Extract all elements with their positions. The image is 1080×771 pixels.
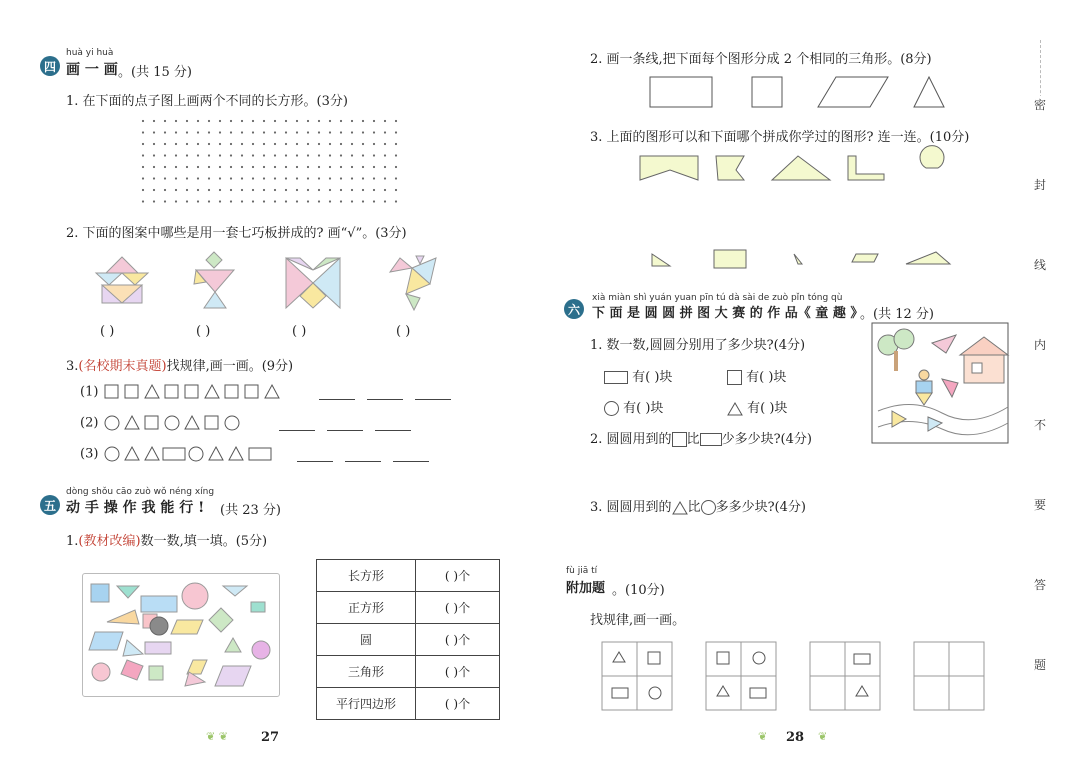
count-triangle: 有( )块 [727,397,787,416]
grid-dot[interactable] [373,189,375,191]
grid-dot[interactable] [384,131,386,133]
grid-dot[interactable] [362,166,364,168]
table-row [317,624,500,656]
grid-dot[interactable] [362,177,364,179]
grid-dot[interactable] [373,120,375,122]
grid-dot[interactable] [373,131,375,133]
seal-line-char: 要 [1034,496,1048,576]
seal-line-char: 线 [1034,256,1048,336]
grid-dot[interactable] [340,131,342,133]
pattern-blank[interactable] [319,389,355,400]
grid-dot[interactable] [263,166,265,168]
pattern-shapes-2 [103,415,263,431]
grid-dot[interactable] [219,200,221,202]
grid-dot[interactable] [274,131,276,133]
count-cell[interactable]: ( )个 [416,624,500,656]
answer-blank-4[interactable]: ( ) [396,324,411,339]
grid-dot[interactable] [142,143,144,145]
grid-dot[interactable] [296,200,298,202]
tangram-letter-m [286,258,340,308]
grid-dot[interactable] [373,200,375,202]
grid-dot[interactable] [197,120,199,122]
seal-line-text [1034,96,1048,736]
grid-dot[interactable] [153,166,155,168]
grid-dot[interactable] [395,154,397,156]
grid-dot[interactable] [230,154,232,156]
answer-blank-1[interactable]: ( ) [100,324,115,339]
grid-dot[interactable] [208,200,210,202]
grid-dot[interactable] [164,200,166,202]
grid-dot[interactable] [175,120,177,122]
grid-dot[interactable] [142,154,144,156]
grid-dot[interactable] [318,177,320,179]
grid-dot[interactable] [307,131,309,133]
grid-dot[interactable] [296,154,298,156]
grid-dot[interactable] [219,189,221,191]
count-table [316,559,500,720]
grid-dot[interactable] [263,154,265,156]
count-cell[interactable]: ( )个 [416,688,500,720]
grid-dot[interactable] [219,120,221,122]
grid-dot[interactable] [153,120,155,122]
grid-dot[interactable] [285,166,287,168]
grid-dot[interactable] [142,120,144,122]
circle-icon [701,500,716,515]
grid-dot[interactable] [197,131,199,133]
grid-dot[interactable] [219,166,221,168]
s6-question-3: 3. 圆圆用到的 比 多多少块?(4分) [590,500,806,515]
grid-dot[interactable] [340,120,342,122]
grid-dot[interactable] [395,200,397,202]
grid-dot[interactable] [285,200,287,202]
grid-dot[interactable] [285,131,287,133]
grid-dot[interactable] [208,166,210,168]
grid-dot[interactable] [263,131,265,133]
grid-dot[interactable] [340,143,342,145]
question-1-text: 1. 在下面的点子图上画两个不同的长方形。(3分) [66,94,348,109]
grid-dot[interactable] [164,166,166,168]
grid-dot[interactable] [241,143,243,145]
grid-dot[interactable] [318,200,320,202]
grid-dot[interactable] [142,200,144,202]
seal-line-char: 答 [1034,576,1048,656]
pattern-shapes-1 [103,384,303,400]
grid-dot[interactable] [197,154,199,156]
grid-dot[interactable] [208,189,210,191]
section5-title: 动 手 操 作 我 能 行 ! [66,500,205,516]
leaf-decoration: ❦ [758,730,768,743]
grid-dot[interactable] [252,166,254,168]
grid-dot[interactable] [329,120,331,122]
grid-dot[interactable] [197,200,199,202]
section4-pinyin: huà yi huà [66,48,114,58]
grid-dot[interactable] [329,200,331,202]
question-3-tag: (名校期末真题) [78,359,167,374]
grid-dot[interactable] [362,120,364,122]
bonus-text: 找规律,画一画。 [590,613,686,628]
table-row [317,560,500,592]
grid-dot[interactable] [197,189,199,191]
grid-dot[interactable] [395,177,397,179]
pattern-blank[interactable] [327,420,363,431]
grid-dot[interactable] [186,120,188,122]
grid-dot[interactable] [340,189,342,191]
seal-line-char: 密 [1034,96,1048,176]
section6-pinyin: xià miàn shì yuán yuan pīn tú dà sài de zuò pǐn tóng qù [592,293,843,303]
grid-dot[interactable] [307,200,309,202]
grid-dot[interactable] [142,177,144,179]
count-square: 有( )块 [727,366,786,385]
shape-name-cell: 平行四边形 [317,688,416,720]
grid-dot[interactable] [186,166,188,168]
section6-title: 下 面 是 圆 圆 拼 图 大 赛 的 作 品《 童 趣 》 [592,306,864,321]
grid-dot[interactable] [197,177,199,179]
grid-dot[interactable] [208,120,210,122]
grid-dot[interactable] [329,189,331,191]
grid-dot[interactable] [164,154,166,156]
grid-dot[interactable] [230,166,232,168]
bonus-pattern-grids [600,640,990,712]
grid-dot[interactable] [241,120,243,122]
grid-dot[interactable] [252,200,254,202]
section4-badge: 四 [40,56,60,76]
grid-dot[interactable] [208,143,210,145]
grid-dot[interactable] [208,154,210,156]
grid-dot[interactable] [285,154,287,156]
grid-dot[interactable] [351,154,353,156]
leaf-decoration: ❦ ❦ [206,730,228,743]
grid-dot[interactable] [395,189,397,191]
grid-dot[interactable] [362,200,364,202]
grid-dot[interactable] [164,120,166,122]
grid-dot[interactable] [318,131,320,133]
grid-dot[interactable] [197,143,199,145]
grid-dot[interactable] [329,154,331,156]
grid-dot[interactable] [351,189,353,191]
grid-dot[interactable] [395,166,397,168]
rectangle-icon [700,433,722,446]
grid-dot[interactable] [252,154,254,156]
grid-dot[interactable] [274,120,276,122]
pattern-blank[interactable] [393,451,429,462]
tangram-house [96,255,148,307]
grid-dot[interactable] [384,177,386,179]
grid-dot[interactable] [175,154,177,156]
triangle-icon [672,501,688,515]
grid-dot[interactable] [318,120,320,122]
grid-dot[interactable] [153,200,155,202]
tangram-person [194,252,236,310]
square-icon [727,370,742,385]
shapes-picture [82,573,280,697]
grid-dot[interactable] [153,189,155,191]
rectangle-icon [604,371,628,384]
grid-dot[interactable] [307,120,309,122]
grid-dot[interactable] [307,189,309,191]
section4-title: 画 一 画 [66,62,118,78]
grid-dot[interactable] [274,177,276,179]
grid-dot[interactable] [274,189,276,191]
grid-dot[interactable] [395,120,397,122]
grid-dot[interactable] [307,166,309,168]
section6-score: 。(共 12 分) [860,307,934,322]
grid-dot[interactable] [351,166,353,168]
answer-blank-3[interactable]: ( ) [292,324,307,339]
grid-dot[interactable] [241,131,243,133]
pattern-blank[interactable] [375,420,411,431]
upper-pieces [640,154,944,184]
grid-dot[interactable] [384,143,386,145]
tangram-bird [386,254,440,312]
grid-dot[interactable] [362,131,364,133]
grid-dot[interactable] [373,177,375,179]
seal-line-char: 封 [1034,176,1048,256]
grid-dot[interactable] [362,143,364,145]
pattern-shapes-3 [103,446,281,462]
grid-dot[interactable] [329,166,331,168]
section6-badge: 六 [564,299,584,319]
grid-dot[interactable] [219,177,221,179]
grid-dot[interactable] [186,200,188,202]
s6-question-2: 2. 圆圆用到的 比 少多少块?(4分) [590,432,812,447]
count-cell[interactable]: ( )个 [416,560,500,592]
grid-dot[interactable] [186,154,188,156]
grid-dot[interactable] [142,189,144,191]
grid-dot[interactable] [241,200,243,202]
grid-dot[interactable] [274,154,276,156]
grid-dot[interactable] [351,120,353,122]
pattern-blank[interactable] [297,451,333,462]
shape-name-cell: 长方形 [317,560,416,592]
grid-dot[interactable] [362,189,364,191]
grid-dot[interactable] [153,131,155,133]
section5-pinyin: dòng shǒu cāo zuò wǒ néng xíng [66,487,215,497]
grid-dot[interactable] [175,131,177,133]
grid-dot[interactable] [340,166,342,168]
grid-dot[interactable] [230,131,232,133]
grid-dot[interactable] [263,189,265,191]
grid-dot[interactable] [252,131,254,133]
grid-dot[interactable] [175,189,177,191]
grid-dot[interactable] [307,177,309,179]
grid-dot[interactable] [285,143,287,145]
grid-dot[interactable] [241,189,243,191]
pattern-blank[interactable] [345,451,381,462]
question-2-text: 2. 下面的图案中哪些是用一套七巧板拼成的? 画“√”。(3分) [66,226,407,241]
grid-dot[interactable] [252,143,254,145]
grid-dot[interactable] [263,143,265,145]
section5-score: (共 23 分) [220,503,281,518]
count-rectangle: 有( )块 [604,366,672,385]
s6-question-1: 1. 数一数,圆圆分别用了多少块?(4分) [590,338,806,353]
answer-blank-2[interactable]: ( ) [196,324,211,339]
grid-dot[interactable] [252,177,254,179]
page-number-right: 28 [786,730,805,745]
grid-dot[interactable] [296,120,298,122]
grid-dot[interactable] [384,120,386,122]
table-row [317,688,500,720]
grid-dot[interactable] [318,166,320,168]
grid-dot[interactable] [263,120,265,122]
grid-dot[interactable] [296,177,298,179]
table-row [317,592,500,624]
bonus-title: 附加题 [566,581,606,596]
question-3: 3.(名校期末真题)找规律,画一画。(9分) [66,359,294,374]
grid-dot[interactable] [285,177,287,179]
grid-dot[interactable] [296,131,298,133]
grid-dot[interactable] [373,143,375,145]
grid-dot[interactable] [362,154,364,156]
circle-icon [604,401,619,416]
grid-dot[interactable] [395,131,397,133]
count-cell[interactable]: ( )个 [416,656,500,688]
grid-dot[interactable] [241,177,243,179]
square-icon [672,432,687,447]
grid-dot[interactable] [285,120,287,122]
grid-dot[interactable] [230,200,232,202]
grid-dot[interactable] [373,154,375,156]
grid-dot[interactable] [307,143,309,145]
count-cell[interactable]: ( )个 [416,592,500,624]
grid-dot[interactable] [384,189,386,191]
grid-dot[interactable] [219,143,221,145]
r-question-3: 3. 上面的图形可以和下面哪个拼成你学过的图形? 连一连。(10分) [590,130,970,145]
grid-dot[interactable] [175,143,177,145]
grid-dot[interactable] [329,143,331,145]
grid-dot[interactable] [230,177,232,179]
grid-dot[interactable] [153,143,155,145]
pattern-blank[interactable] [279,420,315,431]
grid-dot[interactable] [186,189,188,191]
seal-line-char: 不 [1034,416,1048,496]
grid-dot[interactable] [186,131,188,133]
grid-dot[interactable] [230,189,232,191]
grid-dot[interactable] [373,166,375,168]
seal-line-char: 内 [1034,336,1048,416]
grid-dot[interactable] [175,177,177,179]
grid-dot[interactable] [153,177,155,179]
grid-dot[interactable] [340,154,342,156]
grid-dot[interactable] [241,166,243,168]
shape-name-cell: 三角形 [317,656,416,688]
grid-dot[interactable] [307,154,309,156]
grid-dot[interactable] [252,120,254,122]
grid-dot[interactable] [274,200,276,202]
s5-question-1: 1.(教材改编)数一数,填一填。(5分) [66,534,268,549]
grid-dot[interactable] [351,177,353,179]
dot-grid[interactable] [140,118,410,208]
grid-dot[interactable] [186,177,188,179]
pattern-blank[interactable] [415,389,451,400]
grid-dot[interactable] [230,143,232,145]
grid-dot[interactable] [351,200,353,202]
grid-dot[interactable] [329,131,331,133]
grid-dot[interactable] [340,177,342,179]
grid-dot[interactable] [186,143,188,145]
grid-dot[interactable] [142,166,144,168]
grid-dot[interactable] [164,189,166,191]
grid-dot[interactable] [252,189,254,191]
bonus-score: 。(10分) [612,583,665,598]
grid-dot[interactable] [274,166,276,168]
pattern-blank[interactable] [367,389,403,400]
grid-dot[interactable] [296,189,298,191]
section4-score: 。(共 15 分) [118,65,192,80]
grid-dot[interactable] [351,143,353,145]
grid-dot[interactable] [208,131,210,133]
grid-dot[interactable] [197,166,199,168]
pattern-row-3: (3) [80,446,429,462]
r-question-2: 2. 画一条线,把下面每个图形分成 2 个相同的三角形。(8分) [590,52,932,67]
grid-dot[interactable] [296,143,298,145]
childhood-picture [872,323,1008,443]
seal-line-char: 题 [1034,656,1048,736]
grid-dot[interactable] [230,120,232,122]
grid-dot[interactable] [395,143,397,145]
count-circle: 有( )块 [604,397,663,416]
grid-dot[interactable] [263,200,265,202]
grid-dot[interactable] [285,189,287,191]
grid-dot[interactable] [142,131,144,133]
grid-dot[interactable] [318,154,320,156]
grid-dot[interactable] [340,200,342,202]
grid-dot[interactable] [384,166,386,168]
grid-dot[interactable] [274,143,276,145]
grid-dot[interactable] [318,189,320,191]
shape-name-cell: 圆 [317,624,416,656]
grid-dot[interactable] [164,177,166,179]
grid-dot[interactable] [263,177,265,179]
pattern-row-1: (1) [80,384,451,400]
grid-dot[interactable] [219,154,221,156]
table-row [317,656,500,688]
grid-dot[interactable] [318,143,320,145]
grid-dot[interactable] [208,177,210,179]
lower-pieces [650,248,954,270]
grid-dot[interactable] [219,131,221,133]
pattern-row-2: (2) [80,415,411,431]
grid-dot[interactable] [351,131,353,133]
grid-dot[interactable] [164,131,166,133]
section5-badge: 五 [40,495,60,515]
grid-dot[interactable] [329,177,331,179]
shape-name-cell: 正方形 [317,592,416,624]
page-number-left: 27 [261,730,280,745]
grid-dot[interactable] [175,166,177,168]
grid-dot[interactable] [241,154,243,156]
grid-dot[interactable] [164,143,166,145]
grid-dot[interactable] [175,200,177,202]
shapes-to-divide [648,76,978,110]
grid-dot[interactable] [296,166,298,168]
grid-dot[interactable] [384,200,386,202]
grid-dot[interactable] [153,154,155,156]
triangle-icon [727,402,743,416]
bonus-pinyin: fù jiā tí [566,566,598,576]
leaf-decoration: ❦ [818,730,828,743]
grid-dot[interactable] [384,154,386,156]
